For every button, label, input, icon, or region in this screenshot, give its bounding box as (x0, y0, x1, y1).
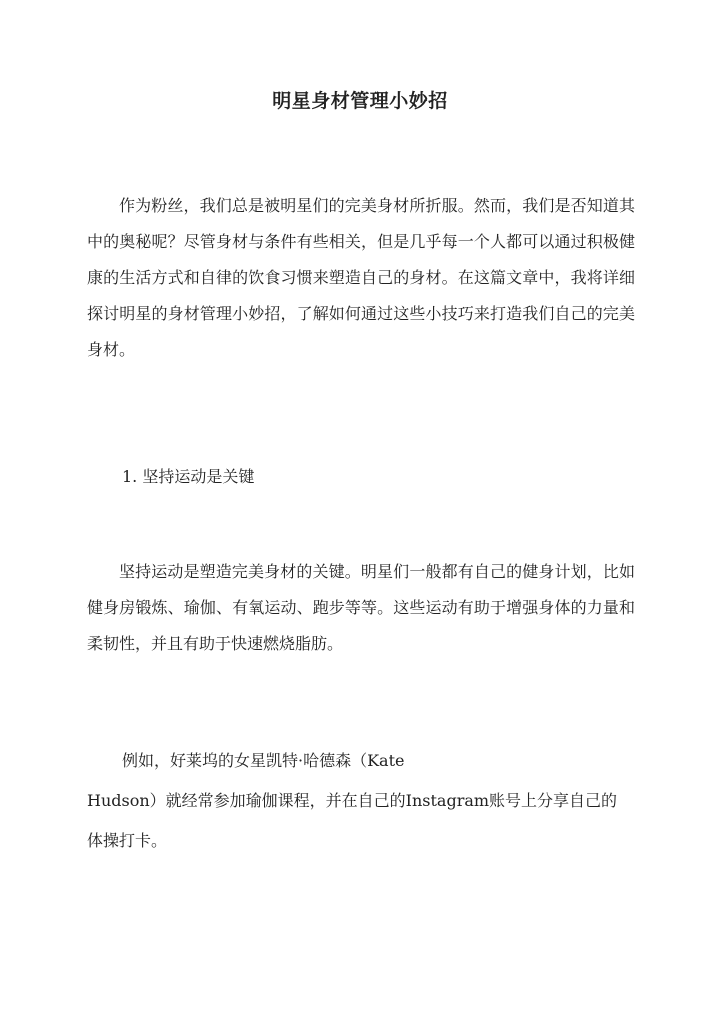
section-heading-1: 1. 坚持运动是关键 (122, 467, 255, 486)
example-line-1: 例如，好莱坞的女星凯特·哈德森（Kate (122, 751, 405, 770)
example-line-2: Hudson）就经常参加瑜伽课程，并在自己的Instagram账号上分享自己的 (87, 791, 618, 810)
section-1-paragraph: 坚持运动是塑造完美身材的关键。明星们一般都有自己的健身计划，比如健身房锻炼、瑜伽、有氧运动、跑步等等。这些运动有助于增强身体的力量和柔韧性，并且有助于快速燃烧脂肪。 (87, 562, 635, 653)
document-title: 明星身材管理小妙招 (272, 90, 448, 112)
intro-paragraph: 作为粉丝，我们总是被明星们的完美身材所折服。然而，我们是否知道其中的奥秘呢？尽管身材与条件有些相关，但是几乎每一个人都可以通过积极健康的生活方式和自律的饮食习惯来塑造自己的身材。在这篇文章中，我将详细探讨明星的身材管理小妙招，了解如何通过这些小技巧来打造我们自己的完美身材。 (87, 196, 635, 359)
example-line-3: 体操打卡。 (87, 831, 168, 850)
example-paragraph (87, 741, 647, 861)
